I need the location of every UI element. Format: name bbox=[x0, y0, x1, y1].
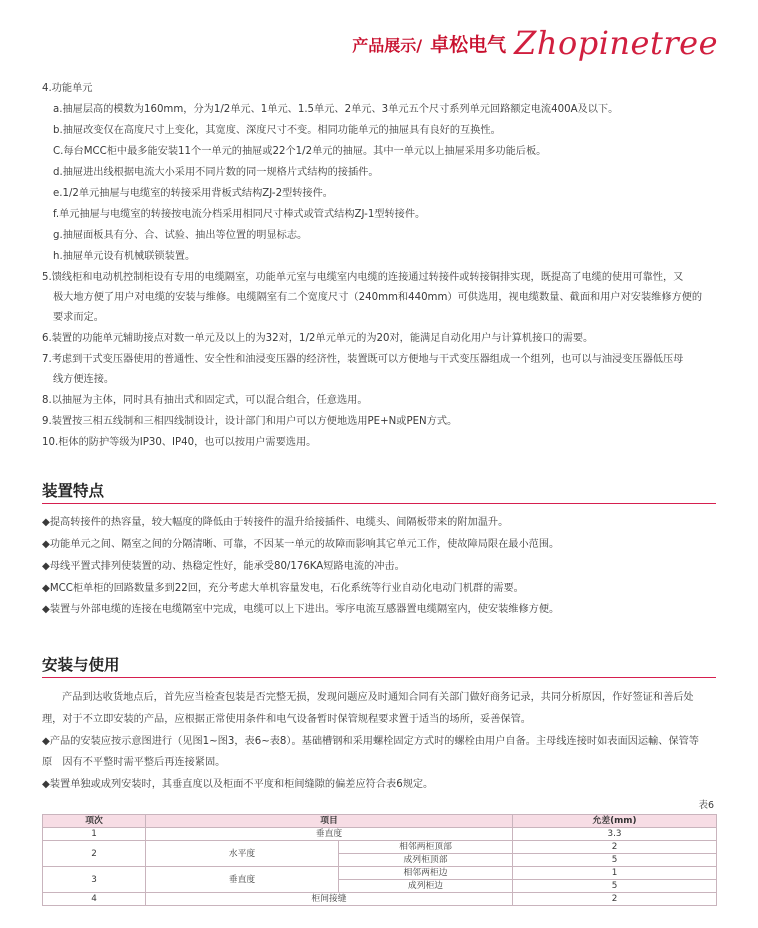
cell-tolerance: 5 bbox=[513, 854, 717, 867]
cell-no: 1 bbox=[43, 828, 146, 841]
cell-no: 4 bbox=[43, 893, 146, 906]
intro-line: f.单元抽屉与电缆室的转接按电流分档采用相同尺寸棒式或管式结构ZJ-1型转接件。 bbox=[53, 209, 426, 220]
install-line: ◆装置单独或成列安装时，其垂直度以及柜面不平度和柜间缝隙的偏差应符合表6规定。 bbox=[42, 779, 434, 790]
intro-line: d.抽屉进出线根据电流大小采用不同片数的同一规格片式结构的接插件。 bbox=[53, 167, 379, 178]
header-no: 项次 bbox=[43, 815, 146, 828]
intro-line: 5.馈线柜和电动机控制柜设有专用的电缆隔室，功能单元室与电缆室内电缆的连接通过转接件或转接铜排实现，既提高了电缆的使用可靠性，又 bbox=[42, 272, 684, 283]
table-row bbox=[43, 893, 717, 906]
cell-subitem: 成列柜顶部 bbox=[339, 854, 513, 867]
table-row bbox=[43, 828, 717, 841]
intro-line: 9.装置按三相五线制和三相四线制设计，设计部门和用户可以方便地选用PE+N或PEN方式。 bbox=[42, 416, 458, 427]
cell-tolerance: 5 bbox=[513, 880, 717, 893]
cell-tolerance: 2 bbox=[513, 893, 717, 906]
brand-logo: Zhopinetree bbox=[514, 24, 718, 62]
intro-line: 7.考虑到干式变压器使用的普通性、安全性和油浸变压器的经济性，装置既可以方便地与干式变压器组成一个组列，也可以与油浸变压器低压母 bbox=[42, 354, 684, 365]
cell-subitem: 相邻两柜边 bbox=[339, 867, 513, 880]
features-heading: 装置特点 bbox=[42, 482, 105, 500]
cell-subitem: 相邻两柜顶部 bbox=[339, 841, 513, 854]
intro-line: 线方便连接。 bbox=[53, 374, 115, 385]
intro-line: 10.柜体的防护等级为IP30、IP40，也可以按用户需要选用。 bbox=[42, 437, 317, 448]
cell-no: 2 bbox=[43, 841, 146, 867]
intro-line: 极大地方便了用户对电缆的安装与维修。电缆隔室有二个宽度尺寸（240mm和440mm）可供选用，视电缆数量、截面和用户对安装维修方便的 bbox=[53, 292, 703, 303]
intro-line: C.每台MCC柜中最多能安装11个一单元的抽屉或22个1/2单元的抽屉。其中一单元以上抽屉采用多功能后板。 bbox=[53, 146, 547, 157]
feature-item: ◆MCC柜单柜的回路数量多到22回，充分考虑大单机容量发电，石化系统等行业自动化电动门机群的需要。 bbox=[42, 583, 524, 594]
install-divider bbox=[42, 677, 716, 678]
cell-no: 3 bbox=[43, 867, 146, 893]
intro-line: a.抽屉层高的模数为160mm，分为1/2单元、1单元、1.5单元、2单元、3单元五个尺寸系列单元回路额定电流400A及以下。 bbox=[53, 104, 619, 115]
install-line: 理，对于不立即安装的产品，应根据正常使用条件和电气设备暂时保管规程要求置于适当的场所，妥善保管。 bbox=[42, 714, 531, 725]
cell-tolerance: 3.3 bbox=[513, 828, 717, 841]
feature-item: ◆装置与外部电缆的连接在电缆隔室中完成，电缆可以上下进出。零序电流互感器置电缆隔室内，使安装维修方便。 bbox=[42, 604, 560, 615]
company-name: 卓松电气 bbox=[430, 34, 507, 56]
install-line: 原 因有不平整时需平整后再连接紧固。 bbox=[42, 757, 226, 768]
intro-line: 要求而定。 bbox=[53, 312, 104, 323]
cell-item: 柜间接缝 bbox=[146, 893, 513, 906]
table-row bbox=[43, 867, 717, 880]
intro-line: h.抽屉单元设有机械联锁装置。 bbox=[53, 251, 196, 262]
cell-item: 垂直度 bbox=[146, 867, 339, 893]
table-caption: 表6 bbox=[698, 800, 714, 811]
header-item: 项目 bbox=[146, 815, 513, 828]
intro-line: e.1/2单元抽屉与电缆室的转接采用背板式结构ZJ-2型转接件。 bbox=[53, 188, 333, 199]
feature-item: ◆功能单元之间、隔室之间的分隔清晰、可靠，不因某一单元的故障而影响其它单元工作，使故障局限在最小范围。 bbox=[42, 539, 560, 550]
cell-tolerance: 2 bbox=[513, 841, 717, 854]
tolerance-table bbox=[42, 814, 717, 906]
table-header-row bbox=[43, 815, 717, 828]
feature-item: ◆母线平置式排列使装置的动、热稳定性好，能承受80/176KA短路电流的冲击。 bbox=[42, 561, 405, 572]
cell-item: 水平度 bbox=[146, 841, 339, 867]
brand-header bbox=[352, 22, 718, 62]
header-tolerance: 允差(mm) bbox=[513, 815, 717, 828]
cell-tolerance: 1 bbox=[513, 867, 717, 880]
intro-line: 4.功能单元 bbox=[42, 83, 93, 94]
install-heading: 安装与使用 bbox=[42, 656, 120, 674]
intro-line: b.抽屉改变仅在高度尺寸上变化，其宽度、深度尺寸不变。相同功能单元的抽屉具有良好的互换性。 bbox=[53, 125, 501, 136]
intro-line: 8.以抽屉为主体，同时具有抽出式和固定式，可以混合组合，任意选用。 bbox=[42, 395, 368, 406]
intro-line: g.抽屉面板具有分、合、试验、抽出等位置的明显标志。 bbox=[53, 230, 308, 241]
features-divider bbox=[42, 503, 716, 504]
table-row bbox=[43, 841, 717, 854]
intro-line: 6.装置的功能单元辅助接点对数一单元及以上的为32对，1/2单元单元的为20对，能满足自动化用户与计算机接口的需要。 bbox=[42, 333, 594, 344]
install-line: 产品到达收货地点后，首先应当检查包装是否完整无损，发现问题应及时通知合同有关部门做好商务记录，共同分析原因，作好签证和善后处 bbox=[62, 692, 694, 703]
cell-item: 垂直度 bbox=[146, 828, 513, 841]
install-line: ◆产品的安装应按示意图进行（见图1~图3，表6~表8）。基础槽钢和采用螺栓固定方式时的螺栓由用户自备。主母线连接时如表面因运輸、保管等 bbox=[42, 736, 699, 747]
feature-item: ◆提高转接件的热容量，较大幅度的降低由于转接件的温升给接插件、电缆头、间隔板带来的附加温升。 bbox=[42, 517, 509, 528]
product-label: 产品展示/ bbox=[352, 36, 423, 55]
cell-subitem: 成列柜边 bbox=[339, 880, 513, 893]
